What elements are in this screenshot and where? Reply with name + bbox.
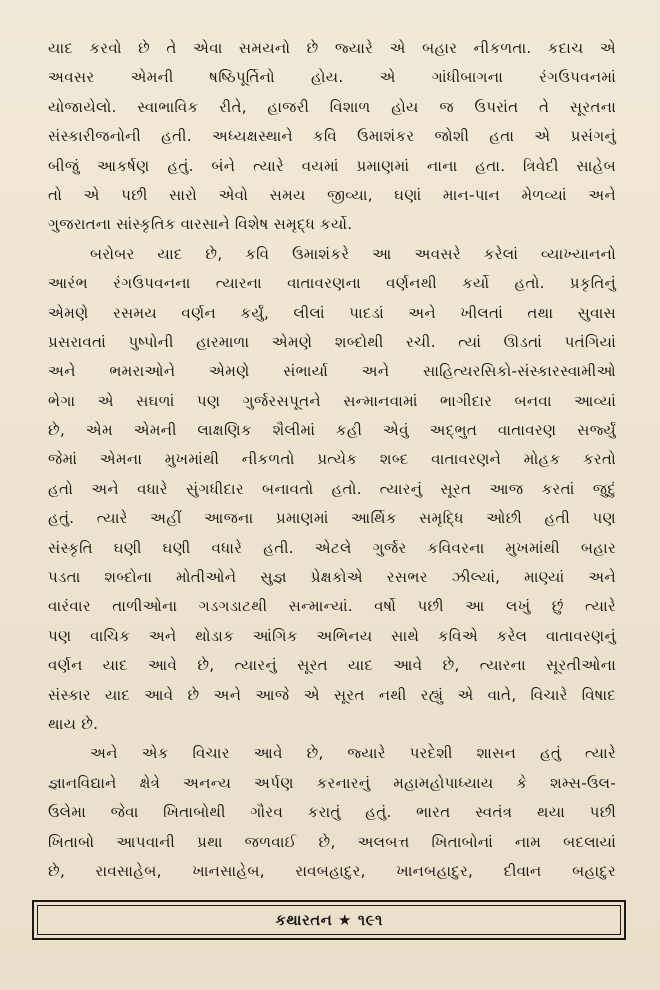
text-line: અને એક વિચાર આવે છે, જ્યારે પરદેશી શાસન હતું ત્યારે bbox=[90, 744, 616, 763]
body-text bbox=[48, 34, 616, 886]
text-line: જેમાં એમના મુખમાંથી નીકળતો પ્રત્યેક શબ્દ વાતાવરણને મોહક કરતો bbox=[48, 450, 616, 469]
text-line: જ્ઞાનવિદ્યાને ક્ષેત્રે અનન્ય અર્પણ કરનારનું મહામહોપાધ્યાય કે શમ્સ-ઉલ- bbox=[48, 773, 616, 792]
text-line: યાદ કરવો છે તે એવા સમયનો છે જ્યારે એ બહાર નીકળતા. કદાચ એ bbox=[48, 39, 616, 57]
text-line: ગુજરાતના સાંસ્કૃતિક વારસાને વિશેષ સમૃદ્ધ કર્યો. bbox=[48, 215, 353, 234]
text-line: હતો અને વધારે સુંગધીદાર બનાવતો હતો. ત્યારનું સૂરત આજ કરતાં જુદું bbox=[48, 479, 616, 498]
text-line: બરોબર યાદ છે, કવિ ઉમાશંકરે આ અવસરે કરેલાં વ્યાખ્યાનનો bbox=[90, 244, 616, 263]
text-line: એમણે રસમય વર્ણન કર્યું, લીલાં પાદડાં અને ખીલતાં તથા સુવાસ bbox=[48, 303, 616, 322]
text-line: આરંભ રંગઉપવનના ત્યારના વાતાવરણના વર્ણનથી કર્યો હતો. પ્રકૃતિનું bbox=[48, 274, 616, 293]
text-line: ઉલેમા જેવા ખિતાબોથી ગૌરવ કરાતું હતું. ભારત સ્વતંત્ર થયા પછી bbox=[48, 803, 616, 822]
text-line: વારંવાર તાળીઓના ગડગડાટથી સન્માન્યાં. વર્ષો પછી આ લખું છું ત્યારે bbox=[48, 597, 616, 616]
text-line: હતું. ત્યારે અહીં આજના પ્રમાણમાં આર્થિક સમૃદ્ધિ ઓછી હતી પણ bbox=[48, 509, 616, 528]
footer-inner-frame bbox=[37, 905, 621, 935]
text-line: ભેગા એ સઘળાં પણ ગુર્જરસપૂતને સન્માનવામાં ભાગીદાર બનવા આવ્યાં bbox=[48, 391, 616, 410]
text-line: પ્રસરાવતાં પુષ્પોની હારમાળા એમણે શબ્દોથી રચી. ત્યાં ઊડતાં પતંગિયાં bbox=[48, 332, 616, 351]
text-line: યોજાયેલો. સ્વાભાવિક રીતે, હાજરી વિશાળ હોય જ ઉપરાંત તે સૂરતના bbox=[48, 97, 616, 116]
text-line: સંસ્કૃતિ ઘણી ઘણી વધારે હતી. એટલે ગુર્જર કવિવરના મુખમાંથી બહાર bbox=[48, 538, 616, 557]
text-line: પણ વાચિક અને થોડાક આંગિક અભિનય સાથે કવિએ કરેલ વાતાવરણનું bbox=[48, 626, 616, 645]
text-line: પડતા શબ્દોના મોતીઓને સુજ્ઞ પ્રેક્ષકોએ રસભર ઝીલ્યાં, માણ્યાં અને bbox=[48, 568, 616, 587]
text-line: અને ભમરાઓને એમણે સંભાર્યા અને સાહિત્યરસિકો-સંસ્કારસ્વામીઓ bbox=[48, 362, 616, 381]
text-line: વર્ણન યાદ આવે છે, ત્યારનું સૂરત યાદ આવે છે, ત્યારના સૂરતીઓના bbox=[48, 656, 616, 675]
text-line: છે, રાવસાહેબ, ખાનસાહેબ, રાવબહાદુર, ખાનબહાદુર, દીવાન બહાદુર bbox=[48, 861, 616, 880]
text-line: છે, એમ એમની લાક્ષણિક શૈલીમાં કહી એવું અદ્ભુત વાતાવરણ સર્જ્યું bbox=[48, 421, 616, 440]
text-line: બીજું આકર્ષણ હતું. બંને ત્યારે વયમાં પ્રમાણમાં નાના હતા. ત્રિવેદી સાહેબ bbox=[48, 156, 616, 175]
text-line: અવસર એમની ષષ્ઠિપૂર્તિનો હોય. એ ગાંધીબાગના રંગઉપવનમાં bbox=[48, 68, 616, 87]
text-line: થાય છે. bbox=[48, 714, 99, 733]
footer-title-page-number: કથારતન ★ ૧૯૧ bbox=[275, 911, 383, 929]
page-footer bbox=[32, 900, 626, 940]
text-line: ખિતાબો આપવાની પ્રથા જળવાઈ છે, અલબત્ત ખિતાબોનાં નામ બદલાયાં bbox=[48, 832, 616, 851]
text-line: તો એ પછી સારો એવો સમય જીવ્યા, ઘણાં માન-પાન મેળવ્યાં અને bbox=[48, 185, 616, 204]
text-line: સંસ્કારીજનોની હતી. અધ્યક્ષસ્થાને કવિ ઉમાશંકર જોશી હતા એ પ્રસંગનું bbox=[48, 127, 616, 146]
text-line: સંસ્કાર યાદ આવે છે અને આજે એ સૂરત નથી રહ્યું એ વાતે, વિચારે વિષાદ bbox=[48, 685, 616, 704]
